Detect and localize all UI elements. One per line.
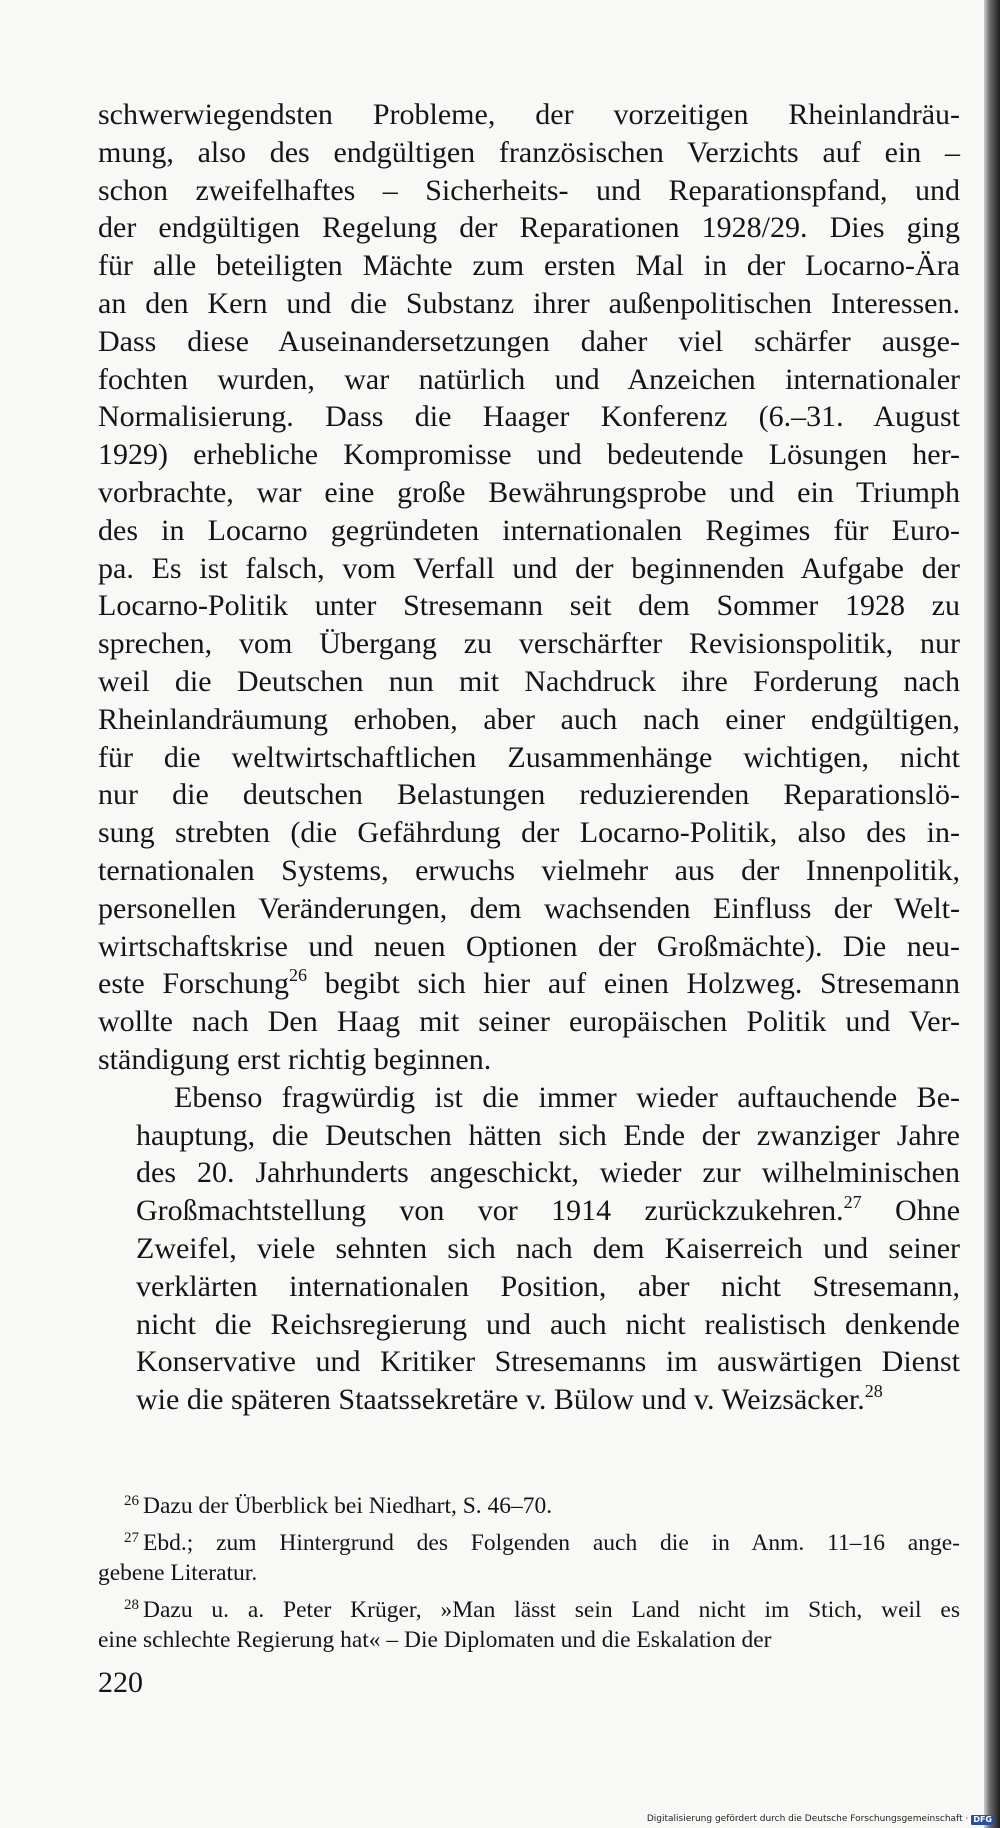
text-line: fochten wurden, war natürlich und Anzeichen internationaler <box>98 362 960 396</box>
text-line: nur die deutschen Belastungen reduzierenden Reparationslö- <box>98 778 960 812</box>
footnote-reference: 27 <box>843 1192 862 1213</box>
footnote-reference: 26 <box>289 965 308 986</box>
text-line: pa. Es ist falsch, vom Verfall und der beginnenden Aufgabe der <box>98 551 960 585</box>
text-line: verklärten internationalen Position, aber nicht Stresemann, <box>136 1269 960 1303</box>
paragraph <box>98 96 960 1079</box>
text-line: ständigung erst richtig beginnen. <box>98 1042 492 1076</box>
text-line: personellen Veränderungen, dem wachsenden Einfluss der Welt- <box>98 891 960 925</box>
text-line: ternationalen Systems, erwuchs vielmehr aus der Innenpolitik, <box>98 853 960 887</box>
footnote <box>98 1595 960 1656</box>
paragraph <box>98 1079 960 1419</box>
text-line: este Forschung$^{26}$ begibt sich hier auf einen Holzweg. Stresemann <box>98 965 961 1001</box>
footnote-number: 27 <box>124 1529 139 1546</box>
footnote-number: 26 <box>124 1493 139 1509</box>
footnote <box>98 1491 960 1522</box>
text-line: vorbrachte, war eine große Bewährungsprobe und ein Triumph <box>98 475 960 509</box>
text-line: Großmachtstellung von vor 1914 zurückzukehren.$^{27}$ Ohne <box>136 1192 961 1228</box>
footnote-number: 28 <box>124 1596 139 1613</box>
book-gutter-shadow <box>984 0 1000 1828</box>
footnote-line: $^{28}$ Dazu u. a. Peter Krüger, »Man lässt sein Land nicht im Stich, weil es <box>124 1596 960 1623</box>
text-line: sung strebten (die Gefährdung der Locarno-Politik, also des in- <box>98 816 960 850</box>
text-line: Locarno-Politik unter Stresemann seit dem Sommer 1928 zu <box>98 589 960 623</box>
footnote-line: $^{26}$ Dazu der Überblick bei Niedhart, S. 46–70. <box>124 1493 553 1519</box>
text-line: sprechen, vom Übergang zu verschärfter Revisionspolitik, nur <box>98 627 960 661</box>
footnote <box>98 1528 960 1589</box>
text-line: des in Locarno gegründeten internationalen Regimes für Euro- <box>98 513 960 547</box>
text-line: Ebenso fragwürdig ist die immer wieder auftauchende Be- <box>174 1080 960 1114</box>
text-line: Zweifel, viele sehnten sich nach dem Kaiserreich und seiner <box>136 1231 960 1265</box>
text-line: Konservative und Kritiker Stresemanns im auswärtigen Dienst <box>136 1345 960 1379</box>
footnote-reference: 28 <box>864 1381 883 1402</box>
text-line: des 20. Jahrhunderts angeschickt, wieder zur wilhelminischen <box>136 1156 960 1190</box>
text-line: schwerwiegendsten Probleme, der vorzeitigen Rheinlandräu- <box>98 98 960 131</box>
text-line: hauptung, die Deutschen hätten sich Ende der zwanziger Jahre <box>136 1118 960 1152</box>
text-line: Normalisierung. Dass die Haager Konferenz (6.–31. August <box>98 400 960 434</box>
text-line: schon zweifelhaftes – Sicherheits- und Reparationspfand, und <box>98 173 960 207</box>
text-line: weil die Deutschen nun mit Nachdruck ihre Forderung nach <box>98 664 960 698</box>
credit-text: Digitalisierung gefördert durch die Deutsche Forschungsgemeinschaft · <box>646 1814 969 1824</box>
page-number: 220 <box>98 1666 143 1699</box>
text-line: der endgültigen Regelung der Reparationen 1928/29. Dies ging <box>98 211 960 245</box>
digitization-credit <box>647 1814 994 1825</box>
text-line: wie die späteren Staatssekretäre v. Bülow und v. Weizsäcker.$^{28}$ <box>136 1381 883 1417</box>
text-line: für alle beteiligten Mächte zum ersten Mal in der Locarno-Ära <box>98 249 960 283</box>
text-line: wollte nach Den Haag mit seiner europäischen Politik und Ver- <box>98 1005 960 1039</box>
text-line: für die weltwirtschaftlichen Zusammenhänge wichtigen, nicht <box>98 740 960 774</box>
text-line: Dass diese Auseinandersetzungen daher viel schärfer ausge- <box>98 324 960 358</box>
footnotes <box>98 1491 960 1662</box>
text-line: 1929) erhebliche Kompromisse und bedeutende Lösungen her- <box>98 438 960 472</box>
footnote-line: eine schlechte Regierung hat« – Die Diplomaten und die Eskalation der <box>98 1627 772 1653</box>
text-line: mung, also des endgültigen französischen Verzichts auf ein – <box>98 135 960 169</box>
text-line: nicht die Reichsregierung und auch nicht realistisch denkende <box>136 1307 960 1341</box>
text-line: an den Kern und die Substanz ihrer außenpolitischen Interessen. <box>98 286 960 320</box>
text-line: wirtschaftskrise und neuen Optionen der Großmächte). Die neu- <box>98 929 960 963</box>
text-line: Rheinlandräumung erhoben, aber auch nach einer endgültigen, <box>98 702 960 736</box>
footnote-line: $^{27}$ Ebd.; zum Hintergrund des Folgenden auch die in Anm. 11–16 ange- <box>124 1529 960 1556</box>
main-text <box>98 96 960 1419</box>
footnote-line: gebene Literatur. <box>98 1560 258 1586</box>
dfg-logo: DFG <box>973 1814 992 1824</box>
